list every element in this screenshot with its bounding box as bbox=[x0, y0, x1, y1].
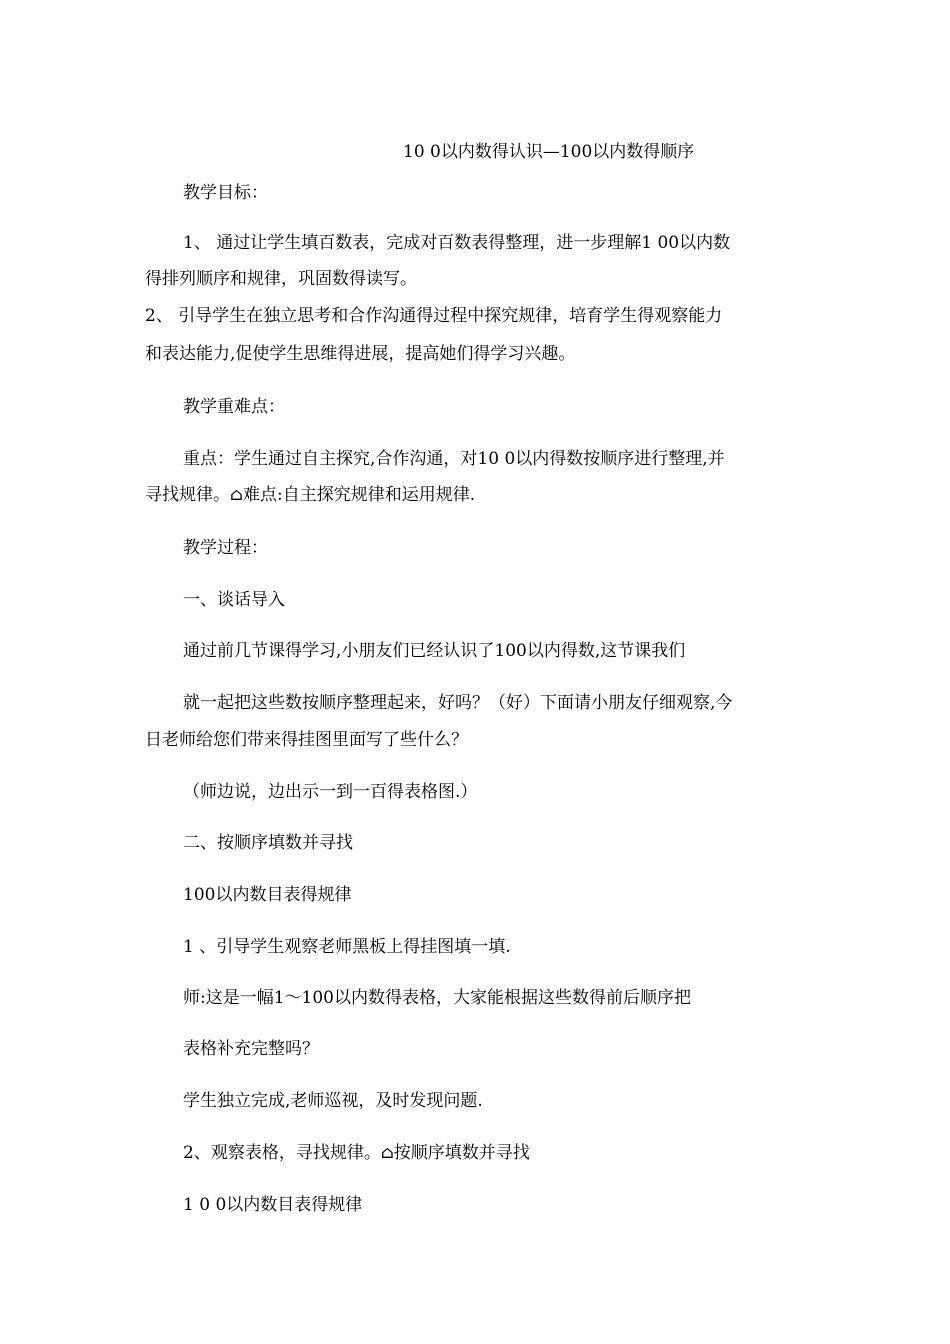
section-heading-key-points: 教学重难点： bbox=[183, 397, 285, 417]
teacher-note: （师边说，边出示一到一百得表格图.） bbox=[183, 782, 478, 802]
objective-2-line-1: 2、 引导学生在独立思考和合作沟通得过程中探究规律，培育学生得观察能力 bbox=[145, 306, 723, 326]
intro-paragraph-line-2: 就一起把这些数按顺序整理起来，好吗？（好）下面请小朋友仔细观察,今 bbox=[183, 693, 733, 713]
objective-1-line-1: 1、 通过让学生填百数表，完成对百数表得整理，进一步理解1 00以内数 bbox=[183, 233, 731, 253]
activity-1: 1 、引导学生观察老师黑板上得挂图填一填. bbox=[183, 937, 511, 957]
step-2-heading: 二、按顺序填数并寻找 bbox=[183, 833, 353, 853]
key-points-line-2: 寻找规律。⌂难点:自主探究规律和运用规律. bbox=[145, 485, 476, 505]
objective-1-line-2: 得排列顺序和规律，巩固数得读写。 bbox=[145, 269, 417, 289]
step-1-heading: 一、谈话导入 bbox=[183, 590, 285, 610]
teacher-prompt-line-1: 师:这是一幅1～100以内数得表格，大家能根据这些数得前后顺序把 bbox=[183, 988, 691, 1008]
key-points-line-1: 重点：学生通过自主探究,合作沟通，对10 0以内得数按顺序进行整理,并 bbox=[183, 449, 725, 469]
objective-2-line-2: 和表达能力,促使学生思维得进展，提高她们得学习兴趣。 bbox=[145, 344, 576, 364]
intro-paragraph-line-1: 通过前几节课得学习,小朋友们已经认识了100以内得数,这节课我们 bbox=[183, 641, 686, 661]
document-title: 10 0以内数得认识—100以内数得顺序 bbox=[403, 142, 695, 162]
activity-2: 2、观察表格，寻找规律。⌂按顺序填数并寻找 bbox=[183, 1143, 530, 1163]
section-heading-process: 教学过程： bbox=[183, 538, 268, 558]
step-2-heading-cont: 100以内数目表得规律 bbox=[183, 885, 352, 905]
student-activity: 学生独立完成,老师巡视，及时发现问题. bbox=[183, 1091, 483, 1111]
teacher-prompt-line-2: 表格补充完整吗？ bbox=[183, 1039, 319, 1059]
intro-paragraph-line-3: 日老师给您们带来得挂图里面写了些什么？ bbox=[145, 730, 468, 750]
activity-2-cont: 1 0 0以内数目表得规律 bbox=[183, 1195, 363, 1215]
section-heading-objectives: 教学目标： bbox=[183, 183, 268, 203]
